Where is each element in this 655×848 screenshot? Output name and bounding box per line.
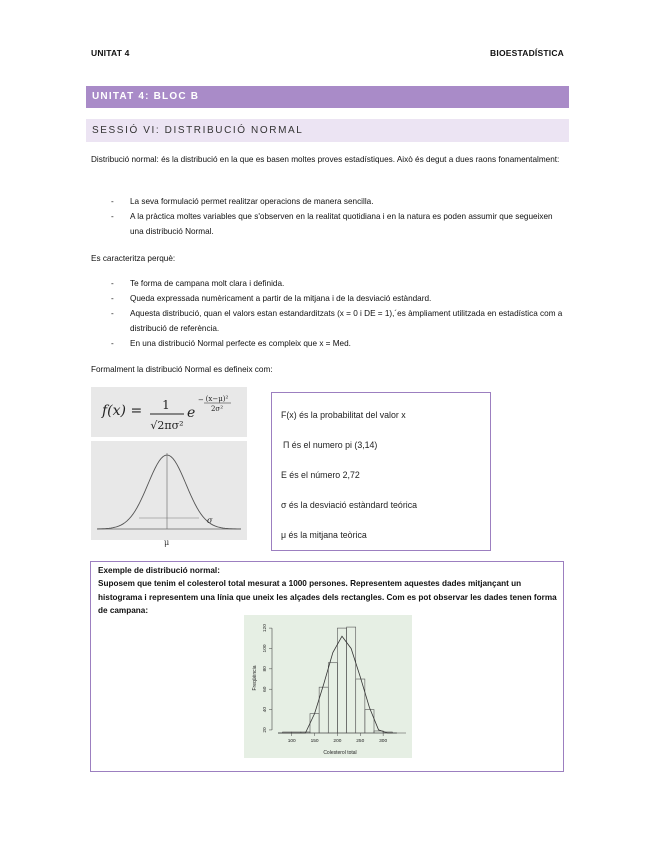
formal-title: Formalment la distribució Normal es defineix com: xyxy=(91,365,273,374)
x-tick-label: 250 xyxy=(356,739,365,744)
histogram-bar xyxy=(310,714,319,733)
list-item: - Aquesta distribució, quan el valors estan estandarditzats (x = 0 i DE = 1),´es àmpliament utilitzada en estadística com a distribució de referència. xyxy=(91,306,566,336)
formula-fx: f(x) = xyxy=(102,403,143,419)
list-item: - Queda expressada numèricament a partir de la mitjana i de la desviació estàndard. xyxy=(91,291,566,306)
y-axis-label: Freqüència xyxy=(252,665,258,691)
x-tick-label: 100 xyxy=(287,739,296,744)
histogram-bar xyxy=(347,627,356,733)
histogram-chart xyxy=(244,615,412,758)
example-title: Exemple de distribució normal: xyxy=(98,566,220,575)
formula-svg xyxy=(91,387,247,437)
unit-title: UNITAT 4: BLOC B xyxy=(92,91,200,102)
header-subject: BIOESTADÍSTICA xyxy=(490,48,564,58)
definition-mu: μ és la mitjana teòrica xyxy=(281,530,367,540)
list-item: - En una distribució Normal perfecte es compleix que x = Med. xyxy=(91,336,566,351)
session-title: SESSIÓ VI: DISTRIBUCIÓ NORMAL xyxy=(92,125,304,136)
y-tick-label: 40 xyxy=(263,706,268,713)
list-item: - A la pràctica moltes variables que s'observen en la realitat quotidiana i en la natura es poden assumir que segueixen una distribució Normal. xyxy=(91,209,566,239)
reasons-list xyxy=(91,194,566,239)
normal-curve-image xyxy=(91,441,247,540)
y-tick-label: 20 xyxy=(263,727,268,733)
mu-label: μ xyxy=(164,538,170,547)
unit-title-band xyxy=(86,86,569,108)
histogram-bar xyxy=(328,663,337,733)
list-item: - La seva formulació permet realitzar operacions de manera sencilla. xyxy=(91,194,566,209)
normal-curve-svg xyxy=(91,441,247,540)
list-item: - Te forma de campana molt clara i definida. xyxy=(91,276,566,291)
formula-exp-top: (x−μ)² xyxy=(205,395,229,403)
formula-image xyxy=(91,387,247,437)
definitions-box xyxy=(271,392,491,551)
formula-exp-bottom: 2σ² xyxy=(210,405,224,413)
histogram-image xyxy=(244,615,412,758)
example-box xyxy=(90,561,564,772)
session-title-band xyxy=(86,119,569,142)
x-axis-label: Colesterol total xyxy=(323,750,357,756)
histogram-bar xyxy=(365,710,374,733)
histogram-bar xyxy=(337,628,346,733)
y-tick-label: 100 xyxy=(263,644,268,653)
y-tick-label: 60 xyxy=(263,686,268,692)
y-tick-label: 120 xyxy=(263,624,268,633)
definition-fx: F(x) és la probabilitat del valor x xyxy=(281,410,406,420)
definition-e: E és el número 2,72 xyxy=(281,470,360,480)
x-tick-label: 300 xyxy=(379,739,388,744)
formula-exp-sign: − xyxy=(198,396,204,404)
characteristics-list xyxy=(91,276,566,351)
sigma-label: σ xyxy=(207,516,213,525)
definition-sigma: σ és la desviació estàndard teórica xyxy=(281,500,417,510)
x-tick-label: 200 xyxy=(333,739,342,744)
y-tick-label: 80 xyxy=(263,666,268,672)
x-tick-label: 150 xyxy=(310,739,319,744)
formula-numerator: 1 xyxy=(162,398,170,412)
intro-paragraph: Distribució normal: és la distribució en la que es basen moltes proves estadístiques. Això és degut a dues raons fonamentalment: xyxy=(91,155,560,164)
formula-denominator: √2πσ² xyxy=(150,419,184,432)
example-text: Suposem que tenim el colesterol total mesurat a 1000 persones. Representem aquestes dades mitjançant un histograma i representem una línia que uneix les alçades dels rectangles. Com es pot observar les dades tenen forma de campana: xyxy=(98,579,557,615)
header-unit: UNITAT 4 xyxy=(91,48,130,58)
formula-base: e xyxy=(187,405,196,421)
characterized-title: Es caracteritza perquè: xyxy=(91,254,176,263)
definition-pi: Π és el numero pi (3,14) xyxy=(283,440,378,450)
